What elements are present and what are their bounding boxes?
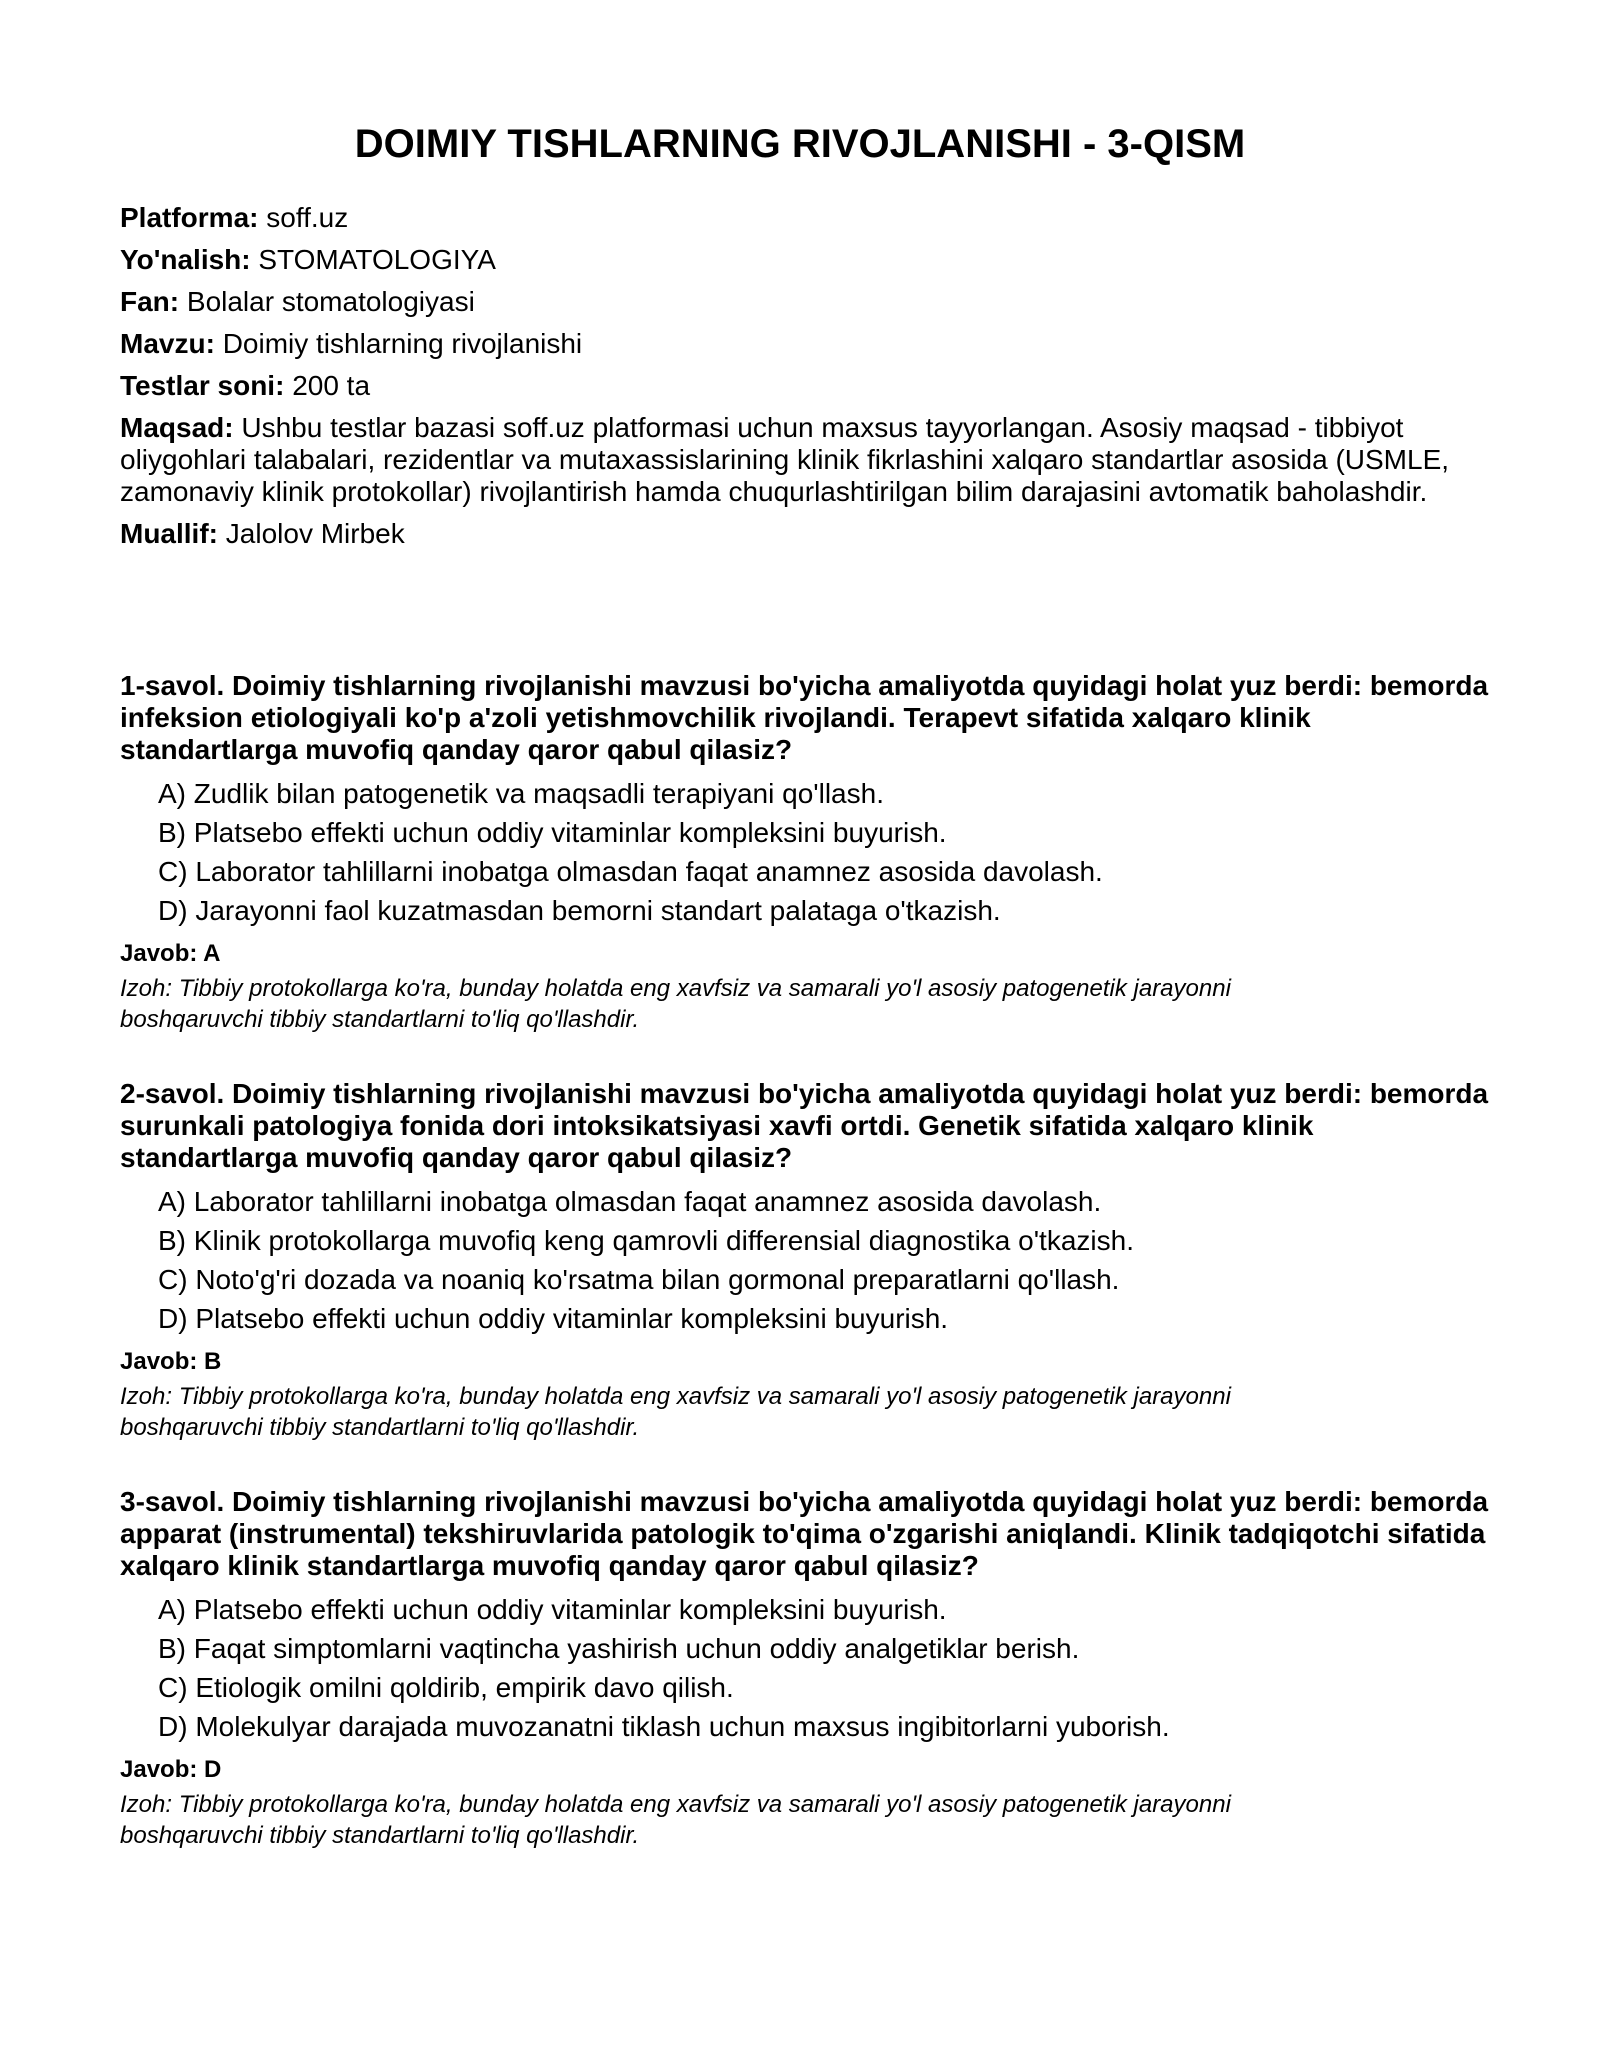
option-a: A) Zudlik bilan patogenetik va maqsadli terapiyani qo'llash. xyxy=(158,778,884,809)
page-title: DOIMIY TISHLARNING RIVOJLANISHI - 3-QISM xyxy=(354,122,1246,166)
meta-author-label: Muallif: xyxy=(120,518,218,549)
question-1 xyxy=(120,670,1495,1035)
meta-subject xyxy=(120,286,1490,318)
meta-test-count-label: Testlar soni: xyxy=(120,370,285,401)
meta-test-count xyxy=(120,370,1490,402)
meta-topic-value: Doimiy tishlarning rivojlanishi xyxy=(222,328,583,359)
option-a: A) Laborator tahlillarni inobatga olmasdan faqat anamnez asosida davolash. xyxy=(158,1186,1102,1217)
meta-topic-label: Mavzu: xyxy=(120,328,215,359)
meta-test-count-value: 200 ta xyxy=(292,370,371,401)
option-c: C) Noto'g'ri dozada va noaniq ko'rsatma bilan gormonal preparatlarni qo'llash. xyxy=(158,1264,1120,1295)
question-2 xyxy=(120,1078,1495,1443)
meta-direction-label: Yo'nalish: xyxy=(120,244,251,275)
option-d: D) Molekulyar darajada muvozanatni tiklash uchun maxsus ingibitorlarni yuborish. xyxy=(158,1711,1170,1742)
document-meta xyxy=(120,202,1490,560)
option-a: A) Platsebo effekti uchun oddiy vitaminlar kompleksini buyurish. xyxy=(158,1594,947,1625)
meta-purpose-value: Ushbu testlar bazasi soff.uz platformasi uchun maxsus tayyorlangan. Asosiy maqsad - tibbiyot oliygohlari talabalari, rezidentlar va mutaxassislarining klinik fikrlashini xalqaro standartlar asosida (USMLE, zamonaviy klinik protokollar) rivojlantirish hamda chuqurlashtirilgan bilim darajasini avtomatik baholashdir. xyxy=(120,412,1450,507)
option-list xyxy=(120,1186,1495,1335)
meta-purpose xyxy=(120,412,1490,508)
explanation-text: Izoh: Tibbiy protokollarga ko'ra, bunday holatda eng xavfsiz va samarali yo'l asosiy patogenetik jarayonni boshqaruvchi tibbiy standartlarni to'liq qo'llashdir. xyxy=(120,1791,1231,1849)
meta-author xyxy=(120,518,1490,550)
meta-topic xyxy=(120,328,1490,360)
answer-label: Javob: D xyxy=(120,1756,222,1783)
option-b: B) Faqat simptomlarni vaqtincha yashirish uchun oddiy analgetiklar berish. xyxy=(158,1633,1080,1664)
question-text: 3-savol. Doimiy tishlarning rivojlanishi mavzusi bo'yicha amaliyotda quyidagi holat yuz berdi: bemorda apparat (instrumental) tekshiruvlarida patologik to'qima o'zgarishi aniqlandi. Klinik tadqiqotchi sifatida xalqaro klinik standartlarga muvofiq qanday qaror qabul qilasiz? xyxy=(120,1486,1489,1581)
meta-purpose-label: Maqsad: xyxy=(120,412,234,443)
meta-direction xyxy=(120,244,1490,276)
option-b: B) Klinik protokollarga muvofiq keng qamrovli differensial diagnostika o'tkazish. xyxy=(158,1225,1134,1256)
meta-direction-value: STOMATOLOGIYA xyxy=(258,244,496,275)
meta-platform xyxy=(120,202,1490,234)
answer-label: Javob: A xyxy=(120,940,221,967)
meta-subject-value: Bolalar stomatologiyasi xyxy=(186,286,475,317)
option-b: B) Platsebo effekti uchun oddiy vitaminlar kompleksini buyurish. xyxy=(158,817,947,848)
meta-platform-label: Platforma: xyxy=(120,202,259,233)
option-c: C) Laborator tahlillarni inobatga olmasdan faqat anamnez asosida davolash. xyxy=(158,856,1103,887)
meta-subject-label: Fan: xyxy=(120,286,180,317)
option-d: D) Jarayonni faol kuzatmasdan bemorni standart palataga o'tkazish. xyxy=(158,895,1001,926)
question-3 xyxy=(120,1486,1495,1851)
option-d: D) Platsebo effekti uchun oddiy vitaminlar kompleksini buyurish. xyxy=(158,1303,949,1334)
meta-author-value: Jalolov Mirbek xyxy=(225,518,405,549)
question-text: 1-savol. Doimiy tishlarning rivojlanishi mavzusi bo'yicha amaliyotda quyidagi holat yuz berdi: bemorda infeksion etiologiyali ko'p a'zoli yetishmovchilik rivojlandi. Terapevt sifatida xalqaro klinik standartlarga muvofiq qanday qaror qabul qilasiz? xyxy=(120,670,1489,765)
meta-platform-value: soff.uz xyxy=(266,202,349,233)
explanation-text: Izoh: Tibbiy protokollarga ko'ra, bunday holatda eng xavfsiz va samarali yo'l asosiy patogenetik jarayonni boshqaruvchi tibbiy standartlarni to'liq qo'llashdir. xyxy=(120,975,1231,1033)
question-text: 2-savol. Doimiy tishlarning rivojlanishi mavzusi bo'yicha amaliyotda quyidagi holat yuz berdi: bemorda surunkali patologiya fonida dori intoksikatsiyasi xavfi ortdi. Genetik sifatida xalqaro klinik standartlarga muvofiq qanday qaror qabul qilasiz? xyxy=(120,1078,1489,1173)
answer-label: Javob: B xyxy=(120,1348,222,1375)
option-c: C) Etiologik omilni qoldirib, empirik davo qilish. xyxy=(158,1672,734,1703)
explanation-text: Izoh: Tibbiy protokollarga ko'ra, bunday holatda eng xavfsiz va samarali yo'l asosiy patogenetik jarayonni boshqaruvchi tibbiy standartlarni to'liq qo'llashdir. xyxy=(120,1383,1231,1441)
option-list xyxy=(120,1594,1495,1743)
option-list xyxy=(120,778,1495,927)
